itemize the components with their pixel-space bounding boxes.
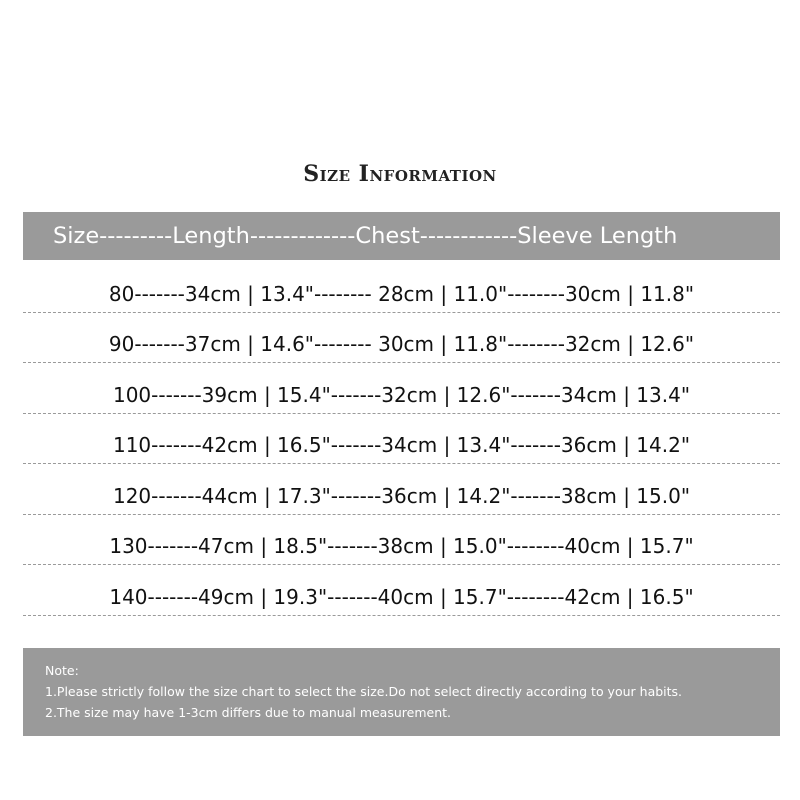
note-box	[23, 648, 780, 736]
table-header	[23, 212, 780, 260]
table-row-text: 120-------44cm | 17.3"-------36cm | 14.2"-------38cm | 15.0"	[112, 483, 691, 508]
table-row	[23, 313, 780, 364]
table-row-text: 100-------39cm | 15.4"-------32cm | 12.6"-------34cm | 13.4"	[112, 382, 691, 407]
table-row	[23, 414, 780, 465]
table-row	[23, 515, 780, 566]
note-heading: Note:	[45, 663, 79, 678]
table-row	[23, 464, 780, 515]
page-title: Size Information	[303, 161, 497, 187]
table-row-text: 110-------42cm | 16.5"-------34cm | 13.4"-------36cm | 14.2"	[112, 433, 691, 457]
size-table	[23, 262, 780, 616]
table-row-text: 80-------34cm | 13.4"-------- 28cm | 11.0"--------30cm | 11.8"	[108, 281, 695, 306]
table-row-text: 140-------49cm | 19.3"-------40cm | 15.7"--------42cm | 16.5"	[109, 584, 694, 609]
table-row-text: 130-------47cm | 18.5"-------38cm | 15.0"--------40cm | 15.7"	[109, 534, 694, 558]
table-row	[23, 262, 780, 313]
note-line-2: 2.The size may have 1-3cm differs due to manual measurement.	[45, 705, 451, 720]
table-row	[23, 363, 780, 414]
table-row	[23, 565, 780, 616]
table-header-text: Size---------Length-------------Chest------------Sleeve Length	[53, 223, 678, 249]
table-row-text: 90-------37cm | 14.6"-------- 30cm | 11.8"--------32cm | 12.6"	[108, 332, 695, 356]
note-line-1: 1.Please strictly follow the size chart to select the size.Do not select directly according to your habits.	[45, 684, 683, 699]
